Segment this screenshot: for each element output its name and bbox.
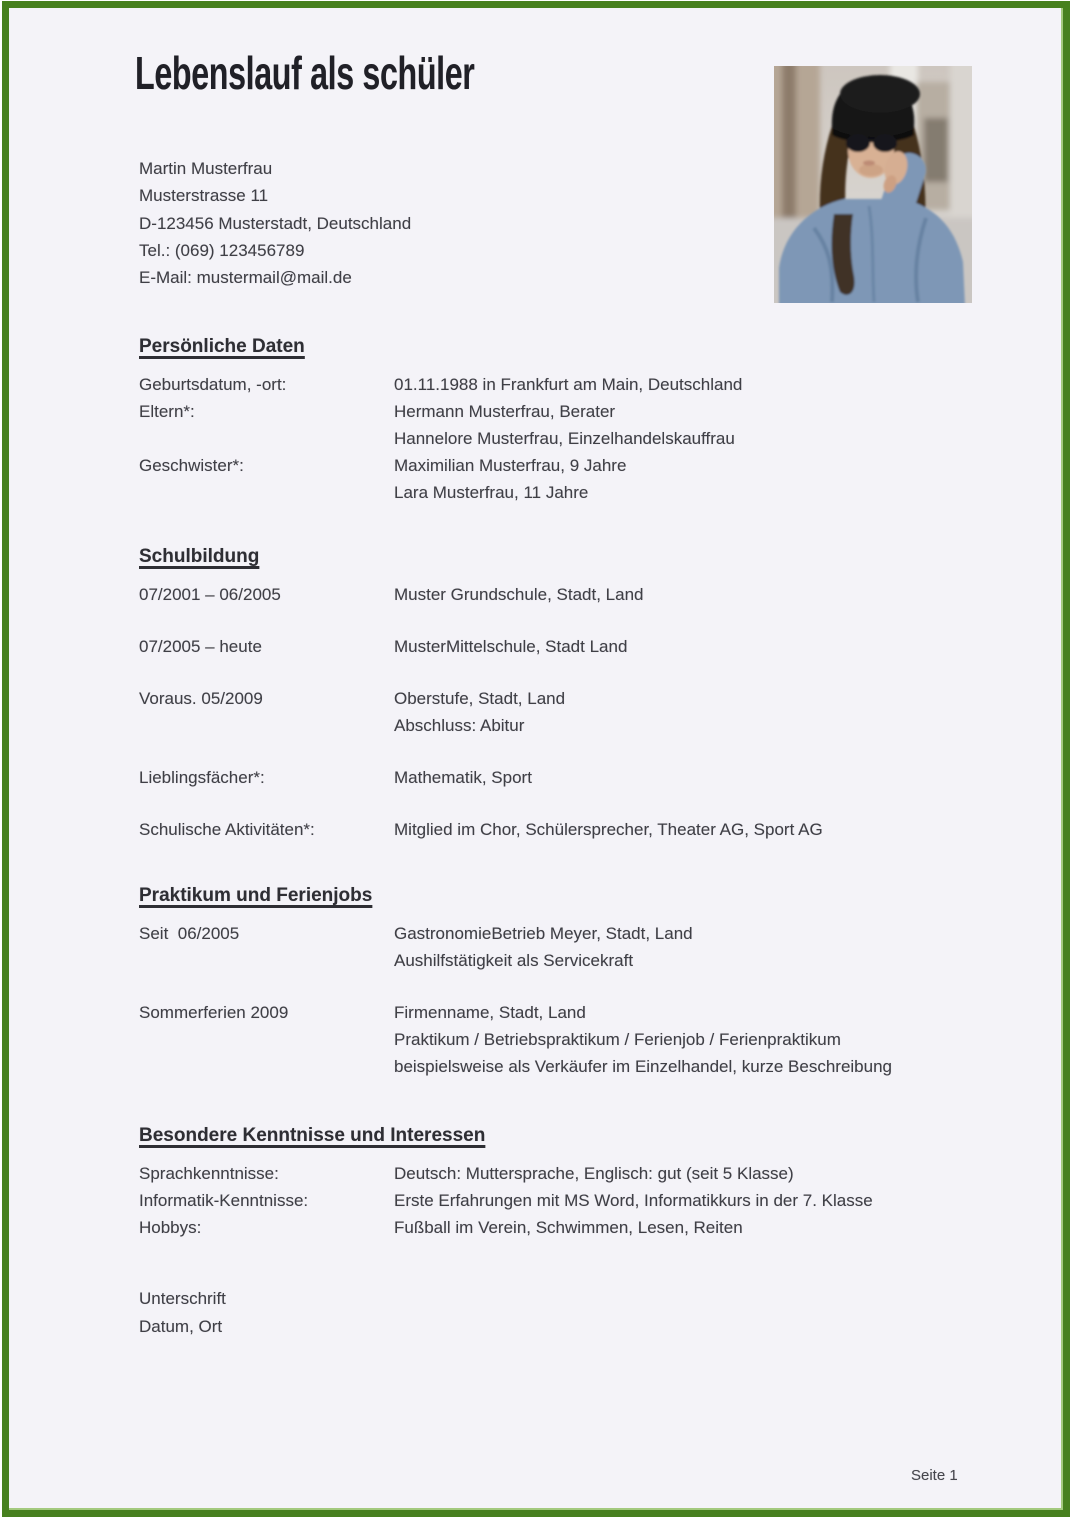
data-row (139, 999, 979, 1080)
data-row (139, 1187, 979, 1214)
page-frame (2, 1, 1070, 1517)
data-row (139, 685, 979, 739)
signature-block (139, 1285, 226, 1340)
row-value-line: Muster Grundschule, Stadt, Land (394, 585, 644, 604)
section-heading: Persönliche Daten (139, 336, 305, 357)
section-besondere-kenntnisse (139, 1124, 979, 1241)
row-label: Geburtsdatum, -ort: (139, 375, 287, 394)
section-persoenliche-daten (139, 335, 979, 506)
row-value-line: Oberstufe, Stadt, Land (394, 689, 566, 708)
row-value-line: Fußball im Verein, Schwimmen, Lesen, Reiten (394, 1218, 743, 1237)
row-value-line: Deutsch: Muttersprache, Englisch: gut (seit 5 Klasse) (394, 1164, 794, 1183)
row-label: 07/2005 – heute (139, 637, 262, 656)
row-value-line: Firmenname, Stadt, Land (394, 1003, 586, 1022)
contact-street: Musterstrasse 11 (139, 186, 269, 206)
data-row (139, 1160, 979, 1187)
page-title: Lebenslauf als schüler (135, 47, 475, 99)
row-values (394, 1187, 979, 1214)
row-values (394, 633, 979, 660)
row-value-line: Mitglied im Chor, Schülersprecher, Theater AG, Sport AG (394, 820, 823, 839)
page-number: Seite 1 (911, 1467, 958, 1484)
contact-phone: Tel.: (069) 123456789 (139, 240, 305, 260)
applicant-photo (774, 66, 972, 303)
row-value-line: Erste Erfahrungen mit MS Word, Informatikkurs in der 7. Klasse (394, 1191, 873, 1210)
row-label: Sommerferien 2009 (139, 1003, 289, 1022)
row-values (394, 398, 979, 452)
row-values (394, 371, 979, 398)
row-value-line: Aushilfstätigkeit als Servicekraft (394, 951, 634, 970)
section-schulbildung (139, 545, 979, 843)
row-values (394, 1214, 979, 1241)
row-values (394, 452, 979, 506)
row-label: Hobbys: (139, 1218, 202, 1237)
row-label: Lieblingsfächer*: (139, 768, 265, 787)
section-heading: Praktikum und Ferienjobs (139, 885, 373, 906)
row-label: Eltern*: (139, 402, 195, 421)
signature-label: Unterschrift (139, 1289, 226, 1308)
row-value-line: Abschluss: Abitur (394, 716, 525, 735)
row-label: Seit 06/2005 (139, 924, 240, 943)
row-values (394, 816, 979, 843)
section-heading: Schulbildung (139, 546, 260, 567)
row-value-line: GastronomieBetrieb Meyer, Stadt, Land (394, 924, 693, 943)
row-value-line: 01.11.1988 in Frankfurt am Main, Deutschland (394, 375, 743, 394)
row-value-line: Mathematik, Sport (394, 768, 532, 787)
row-values (394, 685, 979, 739)
row-values (394, 581, 979, 608)
data-row (139, 633, 979, 660)
row-value-line: Maximilian Musterfrau, 9 Jahre (394, 456, 627, 475)
data-row (139, 816, 979, 843)
data-row (139, 398, 979, 452)
row-value-line: Lara Musterfrau, 11 Jahre (394, 483, 589, 502)
row-values (394, 764, 979, 791)
data-row (139, 581, 979, 608)
data-row (139, 452, 979, 506)
row-value-line: Praktikum / Betriebspraktikum / Ferienjob / Ferienpraktikum (394, 1030, 841, 1049)
row-value-line: Hermann Musterfrau, Berater (394, 402, 616, 421)
row-value-line: beispielsweise als Verkäufer im Einzelhandel, kurze Beschreibung (394, 1057, 892, 1076)
contact-block (139, 155, 411, 291)
row-value-line: MusterMittelschule, Stadt Land (394, 637, 628, 656)
contact-name: Martin Musterfrau (139, 159, 273, 178)
row-value-line: Hannelore Musterfrau, Einzelhandelskauffrau (394, 429, 735, 448)
data-row (139, 1214, 979, 1241)
row-label: Sprachkenntnisse: (139, 1164, 279, 1183)
row-label: Geschwister*: (139, 456, 244, 475)
row-values (394, 999, 979, 1080)
row-label: Schulische Aktivitäten*: (139, 820, 315, 839)
data-row (139, 920, 979, 974)
row-label: Informatik-Kenntnisse: (139, 1191, 309, 1210)
row-label: 07/2001 – 06/2005 (139, 585, 281, 604)
data-row (139, 371, 979, 398)
data-row (139, 764, 979, 791)
section-praktikum-ferienjobs (139, 884, 979, 1080)
signature-date-place: Datum, Ort (139, 1316, 223, 1336)
contact-city: D-123456 Musterstadt, Deutschland (139, 213, 412, 233)
row-values (394, 920, 979, 974)
row-values (394, 1160, 979, 1187)
row-label: Voraus. 05/2009 (139, 689, 263, 708)
contact-email: E-Mail: mustermail@mail.de (139, 268, 352, 288)
section-heading: Besondere Kenntnisse und Interessen (139, 1125, 486, 1146)
